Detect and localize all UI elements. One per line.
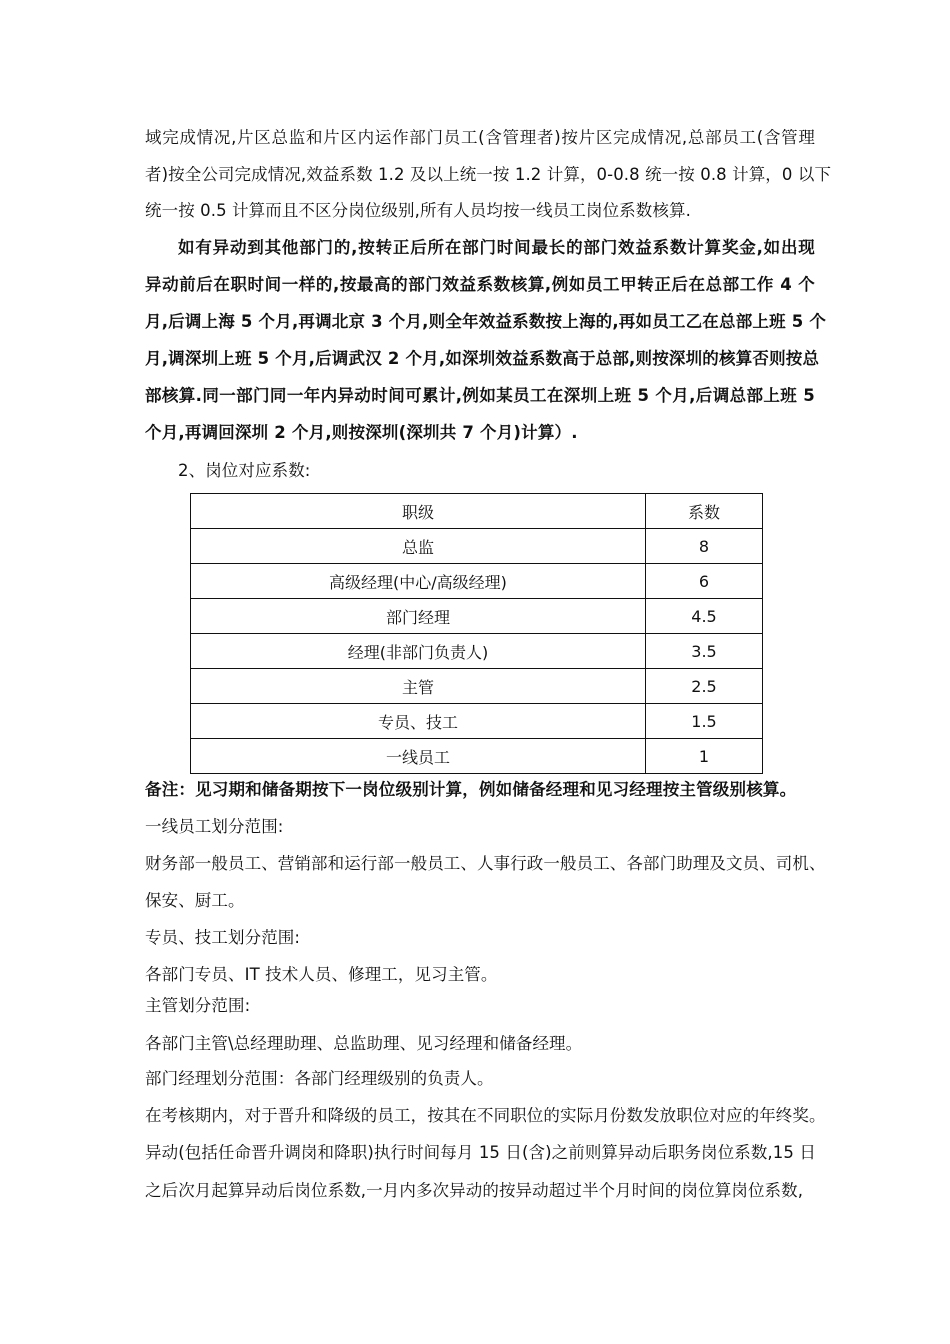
table-row xyxy=(191,634,763,669)
coefficient-cell: 6 xyxy=(646,564,763,599)
level-cell: 主管 xyxy=(191,669,646,704)
bold-paragraph-line-4: 月,调深圳上班 5 个月,后调武汉 2 个月,如深圳效益系数高于总部,则按深圳的核算否则按总 xyxy=(145,349,820,368)
level-cell: 总监 xyxy=(191,529,646,564)
bold-paragraph-line-2: 异动前后在职时间一样的,按最高的部门效益系数核算,例如员工甲转正后在总部工作 4 个 xyxy=(145,275,815,294)
coefficient-cell: 2.5 xyxy=(646,669,763,704)
coefficient-cell: 3.5 xyxy=(646,634,763,669)
assessment-line: 在考核期内，对于晋升和降级的员工，按其在不同职位的实际月份数发放职位对应的年终奖。 xyxy=(145,1106,826,1125)
table-row xyxy=(191,564,763,599)
bold-paragraph-line-3: 月,后调上海 5 个月,再调北京 3 个月,则全年效益系数按上海的,再如员工乙在总部上班 5 个 xyxy=(145,312,827,331)
table-header-row xyxy=(191,494,763,529)
department-manager-line: 部门经理划分范围：各部门经理级别的负责人。 xyxy=(145,1069,494,1088)
specialist-line: 各部门专员、IT 技术人员、修理工，见习主管。 xyxy=(145,965,498,984)
bold-paragraph-line-1: 如有异动到其他部门的,按转正后所在部门时间最长的部门效益系数计算奖金,如出现 xyxy=(178,238,815,257)
level-header: 职级 xyxy=(191,494,646,529)
level-cell: 专员、技工 xyxy=(191,704,646,739)
intro-line-1: 域完成情况,片区总监和片区内运作部门员工(含管理者)按片区完成情况,总部员工(含管理 xyxy=(145,128,815,147)
coefficient-cell: 4.5 xyxy=(646,599,763,634)
frontline-line-1: 财务部一般员工、营销部和运行部一般员工、人事行政一般员工、各部门助理及文员、司机、 xyxy=(145,854,826,873)
frontline-line-2: 保安、厨工。 xyxy=(145,891,245,910)
note-line: 备注：见习期和储备期按下一岗位级别计算，例如储备经理和见习经理按主管级别核算。 xyxy=(145,780,797,799)
level-cell: 经理(非部门负责人) xyxy=(191,634,646,669)
frontline-title: 一线员工划分范围: xyxy=(145,817,284,836)
level-cell: 一线员工 xyxy=(191,739,646,774)
section-heading: 2、岗位对应系数: xyxy=(178,461,311,480)
level-cell: 高级经理(中心/高级经理) xyxy=(191,564,646,599)
coefficient-cell: 1.5 xyxy=(646,704,763,739)
supervisor-title: 主管划分范围: xyxy=(145,996,251,1015)
bold-paragraph-line-6: 个月,再调回深圳 2 个月,则按深圳(深圳共 7 个月)计算）. xyxy=(145,423,578,442)
coefficient-cell: 8 xyxy=(646,529,763,564)
table-row xyxy=(191,704,763,739)
intro-line-3: 统一按 0.5 计算而且不区分岗位级别,所有人员均按一线员工岗位系数核算. xyxy=(145,201,691,220)
table-row xyxy=(191,599,763,634)
transfer-line-2: 之后次月起算异动后岗位系数,一月内多次异动的按异动超过半个月时间的岗位算岗位系数, xyxy=(145,1181,804,1200)
intro-line-2: 者)按全公司完成情况,效益系数 1.2 及以上统一按 1.2 计算，0-0.8 统一按 0.8 计算，0 以下 xyxy=(145,165,832,184)
position-coefficient-table xyxy=(190,493,763,774)
table-row xyxy=(191,669,763,704)
bold-paragraph-line-5: 部核算.同一部门同一年内异动时间可累计,例如某员工在深圳上班 5 个月,后调总部上班 5 xyxy=(145,386,815,405)
level-cell: 部门经理 xyxy=(191,599,646,634)
table-row xyxy=(191,529,763,564)
coefficient-table-wrapper xyxy=(190,493,760,774)
coefficient-cell: 1 xyxy=(646,739,763,774)
supervisor-line: 各部门主管\总经理助理、总监助理、见习经理和储备经理。 xyxy=(145,1034,583,1053)
coefficient-header: 系数 xyxy=(646,494,763,529)
transfer-line-1: 异动(包括任命晋升调岗和降职)执行时间每月 15 日(含)之前则算异动后职务岗位系数,15 日 xyxy=(145,1143,816,1162)
specialist-title: 专员、技工划分范围: xyxy=(145,928,301,947)
table-row xyxy=(191,739,763,774)
